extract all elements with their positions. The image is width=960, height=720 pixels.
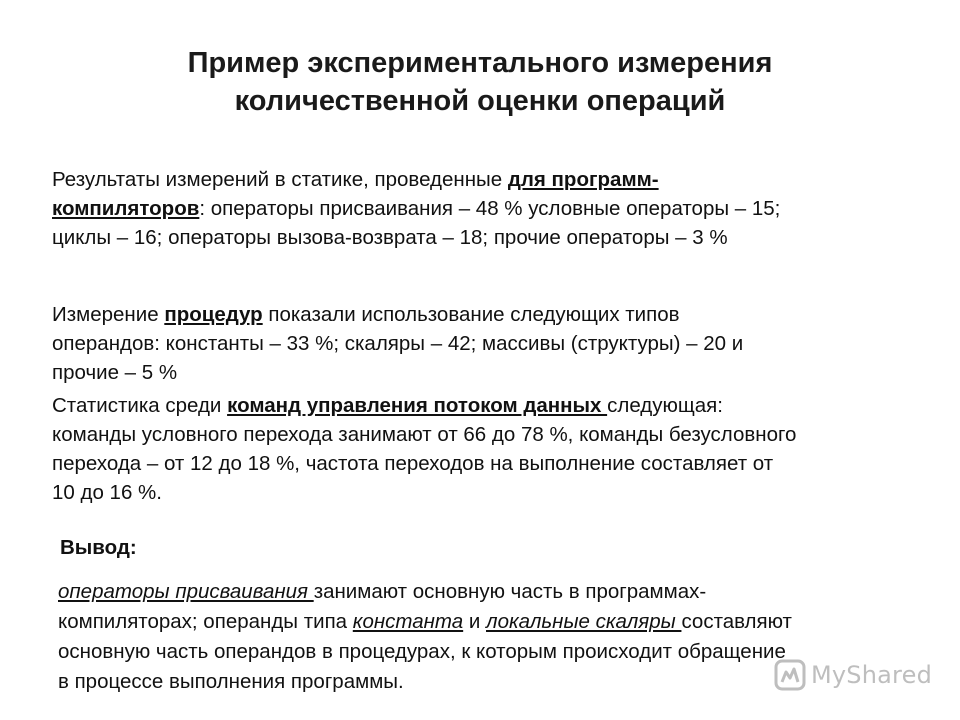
emphasis-text: для программ-	[507, 168, 659, 191]
text-run: и	[463, 610, 487, 633]
title-line-1: Пример экспериментального измерения	[187, 47, 773, 79]
paragraph-line: циклы – 16; операторы вызова-возврата – 18; прочие операторы – 3 %	[52, 226, 728, 249]
text-run: компиляторах; операнды типа	[58, 610, 353, 633]
myshared-watermark	[773, 658, 932, 692]
paragraph-procedures	[52, 300, 932, 387]
myshared-logo-icon	[773, 658, 807, 692]
emphasis-text: операторы присваивания	[58, 580, 314, 603]
paragraph-line: прочие – 5 %	[52, 361, 178, 384]
text-run: показали использование следующих типов	[262, 303, 680, 326]
emphasis-text: процедур	[164, 303, 263, 326]
watermark-text: MyShared	[811, 661, 933, 689]
text-run: Статистика среди	[52, 394, 228, 417]
text-run: занимают основную часть в программах-	[313, 580, 707, 603]
paragraph-line: в процессе выполнения программы.	[58, 670, 404, 693]
slide-title	[0, 44, 960, 120]
paragraph-line	[52, 300, 932, 329]
text-run: следующая:	[607, 394, 723, 417]
paragraph-line	[52, 165, 932, 194]
text-run: Результаты измерений в статике, проведенные	[52, 168, 508, 191]
paragraph-line	[58, 577, 928, 607]
emphasis-text: локальные скаляры	[486, 610, 682, 633]
conclusion-heading: Вывод:	[60, 536, 137, 559]
text-run: Измерение	[52, 303, 165, 326]
emphasis-text: команд управления потоком данных	[227, 394, 608, 417]
paragraph-line: операндов: константы – 33 %; скаляры – 42; массивы (структуры) – 20 и	[52, 332, 744, 355]
paragraph-line	[58, 607, 928, 637]
paragraph-line: основную часть операндов в процедурах, к которым происходит обращение	[58, 640, 786, 663]
paragraph-line	[52, 391, 932, 420]
emphasis-text: константа	[352, 610, 464, 633]
emphasis-text: компиляторов	[52, 197, 200, 220]
paragraph-control-flow	[52, 391, 932, 507]
paragraph-line: 10 до 16 %.	[52, 481, 162, 504]
title-line-2: количественной оценки операций	[234, 85, 726, 117]
paragraph-line: перехода – от 12 до 18 %, частота переходов на выполнение составляет от	[52, 452, 774, 475]
paragraph-line	[52, 194, 932, 223]
paragraph-static-measurements	[52, 165, 932, 252]
text-run: составляют	[681, 610, 792, 633]
paragraph-line: команды условного перехода занимают от 66 до 78 %, команды безусловного	[52, 423, 797, 446]
text-run: : операторы присваивания – 48 % условные операторы – 15;	[199, 197, 781, 220]
